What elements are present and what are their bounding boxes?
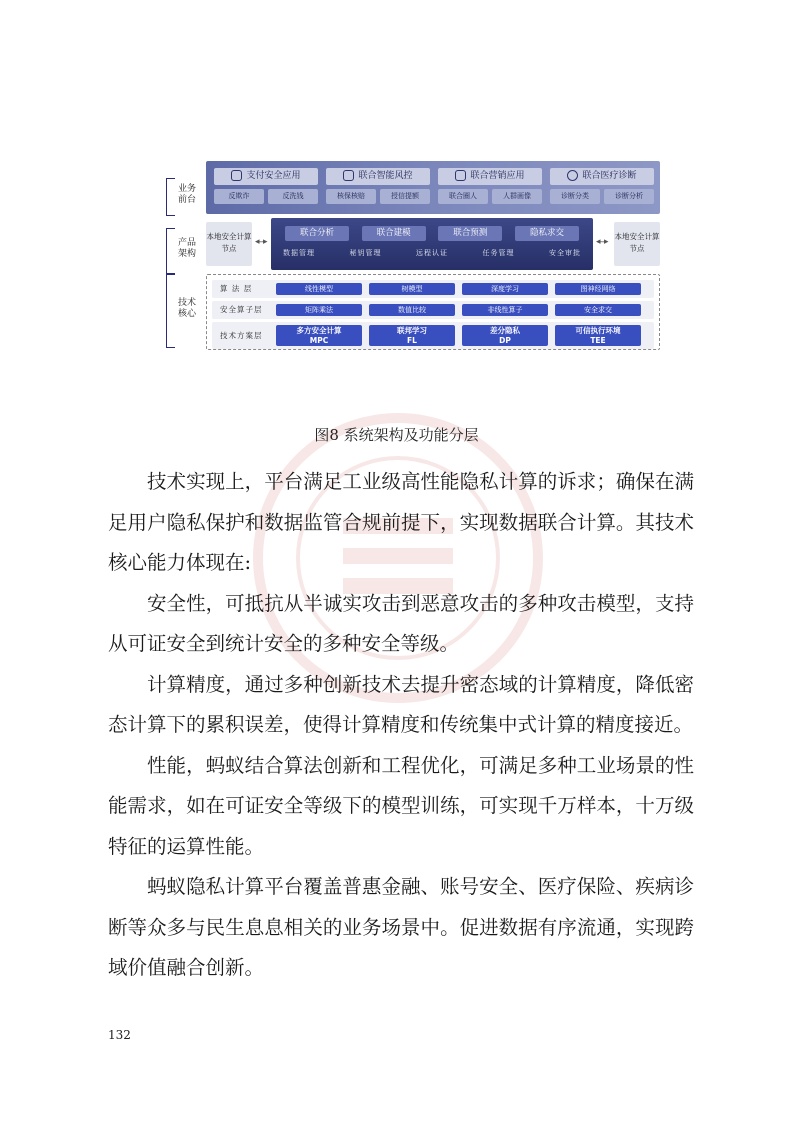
business-block (550, 168, 654, 204)
product-sub: 数据管理 (283, 249, 315, 257)
bracket-tech (166, 274, 175, 348)
side-label-business: 业务前台 (177, 184, 196, 205)
network-icon (455, 170, 466, 181)
tech-chip: 数值比较 (369, 304, 455, 316)
tech-row-label: 算 法 层 (220, 284, 253, 293)
tech-layer (206, 274, 660, 350)
tech-row-label: 技术方案层 (220, 331, 263, 340)
chip-line: 多方安全计算 (296, 326, 342, 335)
tech-chip (276, 325, 362, 346)
business-title: 联合营销应用 (470, 171, 525, 181)
business-layer (206, 161, 660, 214)
side-label-tech: 技术核心 (177, 298, 196, 319)
business-title: 支付安全应用 (246, 171, 301, 181)
cube-icon (343, 170, 354, 181)
body-text (108, 462, 694, 989)
local-node-right: 本地安全计算节点 (614, 222, 660, 266)
tech-chip: 矩阵乘法 (276, 304, 362, 316)
chip-line: FL (407, 336, 417, 345)
business-sub: 核保核赔 (326, 189, 376, 204)
tech-row-label: 安全算子层 (220, 305, 263, 314)
tech-chip (555, 325, 641, 346)
business-block (438, 168, 542, 204)
chip-line: 可信执行环境 (575, 326, 621, 335)
arrow-icon: ◂‑‑▸ (596, 237, 608, 247)
business-sub: 人群画像 (492, 189, 542, 204)
tech-chip (462, 325, 548, 346)
tech-chip: 图神经网络 (555, 283, 641, 295)
bracket-business (166, 178, 175, 216)
paragraph: 计算精度，通过多种创新技术去提升密态域的计算精度，降低密态计算下的累积误差，使得计算精度和传统集中式计算的精度接近。 (108, 672, 694, 736)
product-sub: 秘钥管理 (349, 249, 382, 257)
business-sub: 诊断分类 (550, 189, 600, 204)
business-title: 联合医疗诊断 (582, 171, 637, 181)
shield-icon (231, 170, 242, 181)
product-sub: 安全审批 (549, 249, 581, 257)
chip-line: MPC (309, 336, 329, 345)
chip-line: DP (499, 336, 511, 345)
product-core (271, 218, 593, 270)
tech-row (212, 301, 654, 319)
product-tab: 隐私求交 (515, 226, 579, 241)
business-sub: 授信提额 (380, 189, 430, 204)
product-layer (206, 218, 660, 270)
paragraph: 技术实现上，平台满足工业级高性能隐私计算的诉求；确保在满足用户隐私保护和数据监管合规前提下，实现数据联合计算。其技术核心能力体现在: (108, 470, 694, 574)
paragraph: 安全性，可抵抗从半诚实攻击到恶意攻击的多种攻击模型，支持从可证安全到统计安全的多种安全等级。 (108, 591, 694, 655)
tech-chip: 树模型 (369, 283, 455, 295)
tech-row (212, 322, 654, 349)
tech-chip: 深度学习 (462, 283, 548, 295)
business-block (326, 168, 430, 204)
architecture-figure (162, 158, 662, 350)
product-sub: 远程认证 (416, 249, 448, 257)
business-block (214, 168, 318, 204)
tech-row (212, 280, 654, 298)
tech-chip: 非线性算子 (462, 304, 548, 316)
page-number: 132 (108, 1028, 131, 1042)
tech-chip: 线性模型 (276, 283, 362, 295)
product-tab: 联合预测 (438, 226, 502, 241)
chip-line: TEE (590, 336, 606, 345)
arrow-icon: ◂‑‑▸ (255, 237, 267, 247)
side-label-product: 产品架构 (177, 238, 196, 259)
medical-icon (567, 170, 578, 181)
bracket-product (166, 228, 175, 274)
chip-line: 差分隐私 (490, 326, 520, 335)
business-sub: 反洗钱 (268, 189, 318, 204)
product-sub: 任务管理 (482, 249, 515, 257)
tech-chip: 安全求交 (555, 304, 641, 316)
tech-chip (369, 325, 455, 346)
product-tab: 联合分析 (285, 226, 349, 241)
business-sub: 诊断分析 (604, 189, 654, 204)
business-sub: 反欺诈 (214, 189, 264, 204)
paragraph: 性能，蚂蚁结合算法创新和工程优化，可满足多种工业场景的性能需求，如在可证安全等级下的模型训练，可实现千万样本，十万级特征的运算性能。 (108, 753, 694, 858)
figure-caption: 图8 系统架构及功能分层 (314, 426, 479, 444)
product-tab: 联合建模 (362, 226, 426, 241)
business-sub: 联合圈人 (438, 189, 488, 204)
local-node-left: 本地安全计算节点 (206, 222, 252, 266)
business-title: 联合智能风控 (358, 171, 413, 181)
chip-line: 联邦学习 (397, 326, 427, 335)
paragraph: 蚂蚁隐私计算平台覆盖普惠金融、账号安全、医疗保险、疾病诊断等众多与民生息息相关的业务场景中。促进数据有序流通，实现跨域价值融合创新。 (108, 875, 694, 979)
